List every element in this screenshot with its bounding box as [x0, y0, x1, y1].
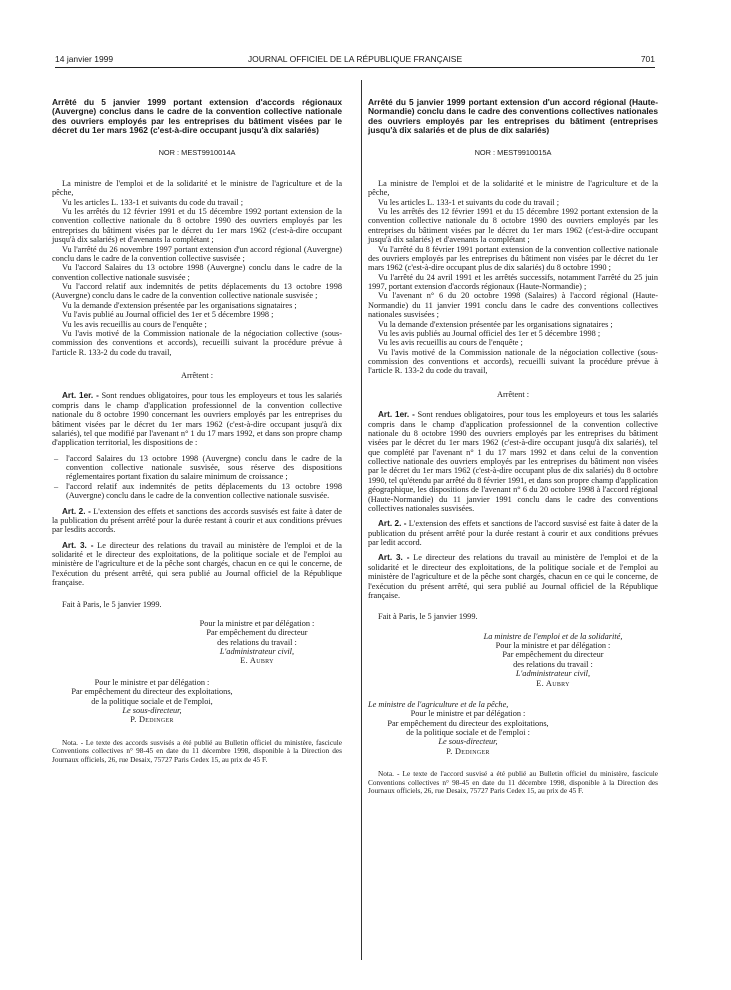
column-divider — [361, 80, 362, 960]
signature-line: Pour la ministre et par délégation : — [495, 641, 611, 651]
signature-line: des relations du travail : — [513, 659, 593, 669]
article-text: Le directeur des relations du travail au ministère de l'emploi et de la solidarité et le directeur des exploitations, de la politique sociale et de l'emploi au ministère de l'agriculture et de la pêche sont chargés, chacun en ce qui le concerne, de l'exécution du présent arrêté, qui sera publié au Journal officiel de la République française. — [368, 553, 658, 600]
signature-line: Pour le ministre et par délégation : — [410, 709, 526, 719]
signature-line: des relations du travail : — [217, 637, 297, 647]
article-text: L'extension des effets et sanctions des accords susvisés est faite à dater de la publication du présent arrêté pour la durée restant à courir et aux conditions prévues par lesdits accords. — [52, 506, 342, 535]
article-2 — [368, 519, 658, 547]
article-label: Art. 2. - — [62, 506, 91, 516]
header-date: 14 janvier 1999 — [55, 54, 114, 64]
signatory-name: P. Dedinger — [446, 746, 490, 756]
page-header — [55, 54, 655, 68]
signature-block — [52, 678, 252, 725]
left-column — [52, 98, 342, 764]
header-rule — [55, 67, 655, 68]
nota-footnote: Nota. - Le texte de l'accord susvisé a été publié au Bulletin officiel du ministère, fascicule Conventions collectives n° 98-45 en date du 11 décembre 1998, disponible à la Direction des Journaux officiels, 26, rue Desaix, 75727 Paris Cedex 15, au prix de 45 F. — [368, 769, 658, 796]
article-label: Art. 2. - — [378, 519, 407, 529]
right-column — [368, 98, 658, 795]
decree-title: Arrêté du 5 janvier 1999 portant extension d'accords régionaux (Auvergne) conclus dans le cadre de la convention collective nationale des ouvriers employés par les entreprises du bâtiment visées par le décret du 1er mars 1962 (c'est-à-dire occupant jusqu'à dix salariés) — [52, 97, 342, 136]
signatory-role: L'administrateur civil, — [219, 647, 295, 657]
signing-place-date: Fait à Paris, le 5 janvier 1999. — [62, 599, 162, 609]
signatory-name: E. Aubry — [536, 678, 570, 688]
signature-line: de la politique sociale et de l'emploi : — [406, 728, 530, 738]
visa-paragraph: Vu l'avis publié au Journal officiel des 1er et 5 décembre 1998 ; — [62, 310, 274, 320]
article-2 — [52, 507, 342, 535]
signature-block — [448, 632, 658, 688]
visa-paragraph: Vu les articles L. 133-1 et suivants du code du travail ; — [62, 197, 244, 207]
article-label: Art. 1er. - — [378, 410, 415, 420]
visa-paragraph: La ministre de l'emploi et de la solidarité et le ministre de l'agriculture et de la pêche, — [368, 178, 658, 198]
signature-block — [172, 619, 342, 666]
signature-line: Pour le ministre et par délégation : — [94, 677, 210, 687]
nor-reference: NOR : MEST9910015A — [474, 147, 552, 157]
article-label: Art. 1er. - — [62, 391, 99, 401]
signature-lines — [368, 709, 568, 756]
signatory-minister: Le ministre de l'agriculture et de la pêche, — [368, 699, 509, 709]
visa-paragraph: Vu l'arrêté du 24 avril 1991 et les arrêtés successifs, notamment l'arrêté du 25 juin 1997, portant extension d'accords régionaux (Haute-Normandie) ; — [368, 272, 658, 292]
signature-line: Par empêchement du directeur des exploitations, — [71, 687, 233, 697]
signatory-role: Le sous-directeur, — [122, 705, 182, 715]
article-label: Art. 3. - — [62, 540, 94, 550]
signature-line: Pour la ministre et par délégation : — [199, 618, 315, 628]
visa-paragraph: Vu l'accord Salaires du 13 octobre 1998 (Auvergne) conclu dans le cadre de la convention collective nationale susvisée ; — [52, 263, 342, 282]
visa-paragraph: Vu les avis recueillis au cours de l'enquête ; — [62, 319, 207, 329]
visa-paragraph: Vu l'accord relatif aux indemnités de petits déplacements du 13 octobre 1998 (Auvergne) conclu dans le cadre de la convention collective nationale susvisée ; — [52, 282, 342, 301]
article-1 — [52, 391, 342, 447]
visa-paragraph: Vu les avis recueillis au cours de l'enquête ; — [378, 338, 523, 348]
visa-paragraph: Vu les avis publiés au Journal officiel des 1er et 5 décembre 1998 ; — [378, 328, 601, 338]
visa-paragraph: Vu l'avis motivé de la Commission nationale de la négociation collective (sous-commission des conventions et accords), recueilli suivant la procédure prévue à l'article R. 133-2 du code du travail, — [52, 328, 342, 357]
arretent-heading: Arrêtent : — [180, 371, 214, 381]
signatory-role: L'administrateur civil, — [515, 669, 591, 679]
visa-paragraph: Vu les articles L. 133-1 et suivants du code du travail ; — [378, 197, 560, 207]
article-label: Art. 3. - — [378, 553, 410, 563]
visa-paragraph: Vu la demande d'extension présentée par les organisations signataires ; — [378, 319, 613, 329]
signatory-minister: La ministre de l'emploi et de la solidarité, — [483, 631, 623, 641]
list-item: – l'accord Salaires du 13 octobre 1998 (Auvergne) conclu dans le cadre de la convention collective nationale susvisée, sous réserve des dispositions réglementaires portant fixation du salaire minimum de croissance ; — [52, 454, 342, 482]
arretent-heading: Arrêtent : — [496, 389, 530, 399]
signature-line: de la politique sociale et de l'emploi, — [91, 696, 213, 706]
visa-paragraph: Vu l'arrêté du 8 février 1991 portant extension de la convention collective nationale des ouvriers employés par les entreprises du bâtiment non visées par le décret du 1er mars 1962 (c'est-à-dire occupant plus de dix salariés) du 8 octobre 1990 ; — [368, 244, 658, 273]
article-text: L'extension des effets et sanctions de l'accord susvisé est faite à dater de la publication du présent arrêté pour la durée restant à courir et aux conditions prévues par ledit accord. — [368, 519, 658, 548]
signatory-name: E. Aubry — [240, 656, 274, 666]
visa-paragraph: Vu l'avenant n° 6 du 20 octobre 1998 (Salaires) à l'accord régional (Haute-Normandie) du 11 janvier 1991 conclu dans le cadre des conventions collectives nationales susvisées ; — [368, 291, 658, 320]
signing-place-date: Fait à Paris, le 5 janvier 1999. — [378, 612, 478, 622]
visa-paragraph: Vu les arrêtés des 12 février 1991 et du 15 décembre 1992 portant extension de la convention collective nationale du 8 octobre 1990 des ouvriers employés par les entreprises du bâtiment visées par le décret du 1er mars 1962 (c'est-à-dire occupant jusqu'à dix salariés) et d'avenants la complétant ; — [368, 207, 658, 245]
visa-paragraph: Vu l'arrêté du 26 novembre 1997 portant extension d'un accord régional (Auvergne) conclu dans le cadre de la convention collective susvisée ; — [52, 244, 342, 263]
journal-title: JOURNAL OFFICIEL DE LA RÉPUBLIQUE FRANÇAISE — [247, 54, 463, 64]
signature-line: Par empêchement du directeur — [502, 650, 604, 660]
visa-paragraph: Vu la demande d'extension présentée par les organisations signataires ; — [62, 300, 297, 310]
visa-paragraph: Vu les arrêtés du 12 février 1991 et du 15 décembre 1992 portant extension de la convention collective nationale du 8 octobre 1990 des ouvriers employés par les entreprises du bâtiment visées par le décret du 1er mars 1962 (c'est-à-dire occupant jusqu'à dix salariés) et d'avenants la complétant ; — [52, 207, 342, 245]
article-1-list — [52, 454, 342, 501]
signature-block — [368, 700, 658, 756]
signature-line: Par empêchement du directeur des exploitations, — [387, 718, 549, 728]
article-1 — [368, 410, 658, 513]
nor-reference: NOR : MEST9910014A — [158, 147, 236, 157]
nota-footnote: Nota. - Le texte des accords susvisés a été publié au Bulletin officiel du ministère, fascicule Conventions collectives n° 98-45 en date du 11 décembre 1998, disponible à la Direction des Journaux officiels, 26, rue Desaix, 75727 Paris Cedex 15, au prix de 45 F. — [52, 737, 342, 764]
article-text: Sont rendues obligatoires, pour tous les employeurs et tous les salariés compris dans le champ d'application professionnel de la convention collective nationale du 8 octobre 1990 concernant les ouvriers employés par les entreprises du bâtiment visées par le décret du 1er mars 1962 (c'est-à-dire occupant jusqu'à dix salariés), tel que modifié par l'avenant n° 1 du 17 mars 1992, et dans son propre champ d'application territorial, les dispositions de : — [52, 391, 342, 448]
signatory-role: Le sous-directeur, — [438, 737, 498, 747]
list-item: – l'accord relatif aux indemnités de petits déplacements du 13 octobre 1998 (Auvergne) conclu dans le cadre de la convention collective nationale susvisée. — [52, 482, 342, 501]
visa-paragraph: Vu l'avis motivé de la Commission nationale de la négociation collective (sous-commission des conventions et accords), recueilli suivant la procédure prévue à l'article R. 133-2 du code du travail, — [368, 347, 658, 376]
article-3 — [52, 541, 342, 588]
article-3 — [368, 553, 658, 600]
article-text: Sont rendues obligatoires, pour tous les employeurs et tous les salariés compris dans le champ d'application professionnel de la convention collective nationale du 8 octobre 1990 des ouvriers employés par les entreprises du bâtiment visées par le décret du 1er mars 1962 (c'est-à-dire occupant jusqu'à dix salariés), tel que complété par l'avenant n° 1 du 17 mars 1992 et dans celui de la convention collective nationale des ouvriers employés par les entreprises du bâtiment non visées par le décret du 1er mars 1962 (c'est-à-dire occupant plus de dix salariés) du 8 octobre 1990, tel qu'étendu par arrêté du 8 février 1991, et dans son propre champ d'application géographique, les dispositions de l'avenant n° 6 du 20 octobre 1998 à l'accord régional (Haute-Normandie) du 11 janvier 1991 conclu dans le cadre des conventions collectives nationales susvisées. — [368, 410, 658, 513]
decree-title: Arrêté du 5 janvier 1999 portant extension d'un accord régional (Haute-Normandie) conclu dans le cadre des conventions collectives nationales des ouvriers employés par les entreprises du bâtiment (entreprises jusqu'à dix salariés et de plus de dix salariés) — [368, 97, 658, 136]
signature-line: Par empêchement du directeur — [206, 628, 308, 638]
visa-paragraph: La ministre de l'emploi et de la solidarité et le ministre de l'agriculture et de la pêche, — [52, 178, 342, 198]
signatory-name: P. Dedinger — [130, 715, 174, 725]
article-text: Le directeur des relations du travail au ministère de l'emploi et de la solidarité et le directeur des exploitations, de la politique sociale et de l'emploi au ministère de l'agriculture et de la pêche sont chargés, chacun en ce qui le concerne, de l'exécution du présent arrêté, qui sera publié au Journal officiel de la République française. — [52, 540, 342, 588]
page-number: 701 — [640, 54, 655, 64]
